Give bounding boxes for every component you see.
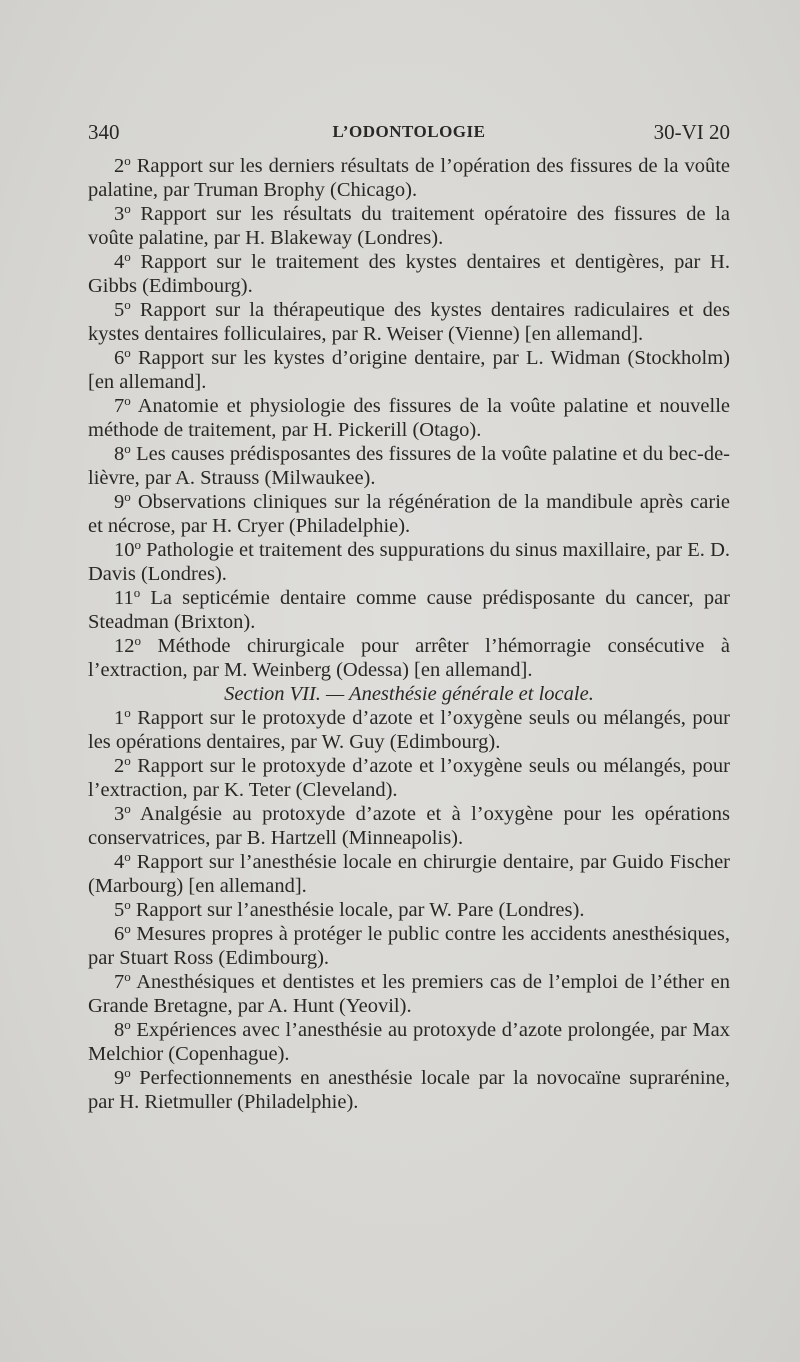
ordinal-mark: o (133, 585, 141, 600)
item-text: Rapport sur l’anesthésie locale en chirurgie dentaire, par Guido Fischer (Marbourg) [en allemand]. (88, 851, 730, 897)
item-number: 5 (114, 899, 125, 921)
list-item (88, 202, 730, 250)
item-text: Rapport sur le protoxyde d’azote et l’oxygène seuls ou mélangés, pour l’extraction, par K. Teter (Cleveland). (88, 755, 730, 801)
item-number: 7 (114, 395, 125, 417)
page-number: 340 (88, 120, 120, 144)
item-number: 12 (114, 635, 135, 657)
item-number: 7 (114, 971, 125, 993)
section-6-list (88, 154, 730, 682)
item-number: 6 (114, 347, 125, 369)
item-text: Expériences avec l’anesthésie au protoxyde d’azote prolongée, par Max Melchior (Copenhague). (88, 1019, 730, 1065)
item-number: 5 (114, 299, 125, 321)
ordinal-mark: o (124, 297, 131, 312)
item-number: 9 (114, 1067, 125, 1089)
list-item (88, 394, 730, 442)
page-body (88, 154, 730, 1114)
item-text: Mesures propres à protéger le public contre les accidents anesthésiques, par Stuart Ross (Edimbourg). (88, 923, 730, 969)
ordinal-mark: o (124, 1017, 131, 1032)
list-item (88, 634, 730, 682)
running-title: L’ODONTOLOGIE (332, 122, 486, 141)
item-number: 3 (114, 803, 125, 825)
issue-date: 30-VI 20 (653, 120, 730, 144)
section-7-list (88, 706, 730, 1114)
list-item (88, 1018, 730, 1066)
ordinal-mark: o (124, 921, 131, 936)
ordinal-mark: o (124, 201, 131, 216)
item-number: 3 (114, 203, 125, 225)
item-text: Les causes prédisposantes des fissures de la voûte palatine et du bec-de-lièvre, par A. Strauss (Milwaukee). (88, 443, 730, 489)
item-number: 4 (114, 251, 125, 273)
item-number: 6 (114, 923, 125, 945)
ordinal-mark: o (134, 633, 141, 648)
list-item (88, 298, 730, 346)
ordinal-mark: o (134, 537, 141, 552)
item-number: 9 (114, 491, 125, 513)
list-item (88, 802, 730, 850)
list-item (88, 154, 730, 202)
item-text: Rapport sur le traitement des kystes dentaires et dentigères, par H. Gibbs (Edimbourg). (88, 251, 730, 297)
list-item (88, 250, 730, 298)
item-text: Anesthésiques et dentistes et les premiers cas de l’emploi de l’éther en Grande Bretagne, par A. Hunt (Yeovil). (88, 971, 730, 1017)
item-number: 1 (114, 707, 125, 729)
list-item (88, 898, 730, 922)
item-text: Rapport sur l’anesthésie locale, par W. Pare (Londres). (130, 899, 585, 921)
ordinal-mark: o (124, 345, 131, 360)
ordinal-mark: o (124, 897, 131, 912)
list-item (88, 922, 730, 970)
item-text: Rapport sur les kystes d’origine dentaire, par L. Widman (Stockholm) [en allemand]. (88, 347, 730, 393)
ordinal-mark: o (124, 153, 131, 168)
section-heading: Section VII. — Anesthésie générale et locale. (224, 683, 594, 705)
item-text: Anatomie et physiologie des fissures de la voûte palatine et nouvelle méthode de traitement, par H. Pickerill (Otago). (88, 395, 730, 441)
item-text: Rapport sur le protoxyde d’azote et l’oxygène seuls ou mélangés, pour les opérations dentaires, par W. Guy (Edimbourg). (88, 707, 730, 753)
ordinal-mark: o (124, 969, 131, 984)
item-text: Analgésie au protoxyde d’azote et à l’oxygène pour les opérations conservatrices, par B. Hartzell (Minneapolis). (88, 803, 730, 849)
item-text: Perfectionnements en anesthésie locale par la novocaïne suprarénine, par H. Rietmuller (Philadelphie). (88, 1067, 730, 1113)
item-text: Rapport sur les résultats du traitement opératoire des fissures de la voûte palatine, par H. Blakeway (Londres). (88, 203, 730, 249)
item-text: Rapport sur les derniers résultats de l’opération des fissures de la voûte palatine, par Truman Brophy (Chicago). (88, 155, 730, 201)
list-item (88, 970, 730, 1018)
ordinal-mark: o (124, 393, 131, 408)
item-number: 2 (114, 155, 125, 177)
item-text: Méthode chirurgicale pour arrêter l’hémorragie consécutive à l’extraction, par M. Weinberg (Odessa) [en allemand]. (88, 635, 730, 681)
list-item (88, 490, 730, 538)
list-item (88, 586, 730, 634)
item-text: Observations cliniques sur la régénération de la mandibule après carie et nécrose, par H. Cryer (Philadelphie). (88, 491, 730, 537)
list-item (88, 538, 730, 586)
ordinal-mark: o (124, 1065, 131, 1080)
item-number: 8 (114, 1019, 125, 1041)
list-item (88, 1066, 730, 1114)
list-item (88, 850, 730, 898)
list-item (88, 442, 730, 490)
ordinal-mark: o (124, 441, 131, 456)
item-text: La septicémie dentaire comme cause prédisposante du cancer, par Steadman (Brixton). (88, 587, 730, 633)
ordinal-mark: o (124, 801, 131, 816)
list-item (88, 754, 730, 802)
ordinal-mark: o (124, 753, 131, 768)
item-number: 8 (114, 443, 125, 465)
item-number: 4 (114, 851, 125, 873)
item-number: 2 (114, 755, 125, 777)
item-text: Pathologie et traitement des suppurations du sinus maxillaire, par E. D. Davis (Londres). (88, 539, 730, 585)
item-text: Rapport sur la thérapeutique des kystes dentaires radiculaires et des kystes dentaires folliculaires, par R. Weiser (Vienne) [en allemand]. (88, 299, 730, 345)
item-number: 10 (114, 539, 135, 561)
list-item (88, 346, 730, 394)
ordinal-mark: o (124, 849, 131, 864)
running-header (88, 120, 730, 150)
item-number: 11 (114, 587, 134, 609)
ordinal-mark: o (124, 249, 131, 264)
ordinal-mark: o (124, 489, 131, 504)
ordinal-mark: o (124, 705, 131, 720)
list-item (88, 706, 730, 754)
